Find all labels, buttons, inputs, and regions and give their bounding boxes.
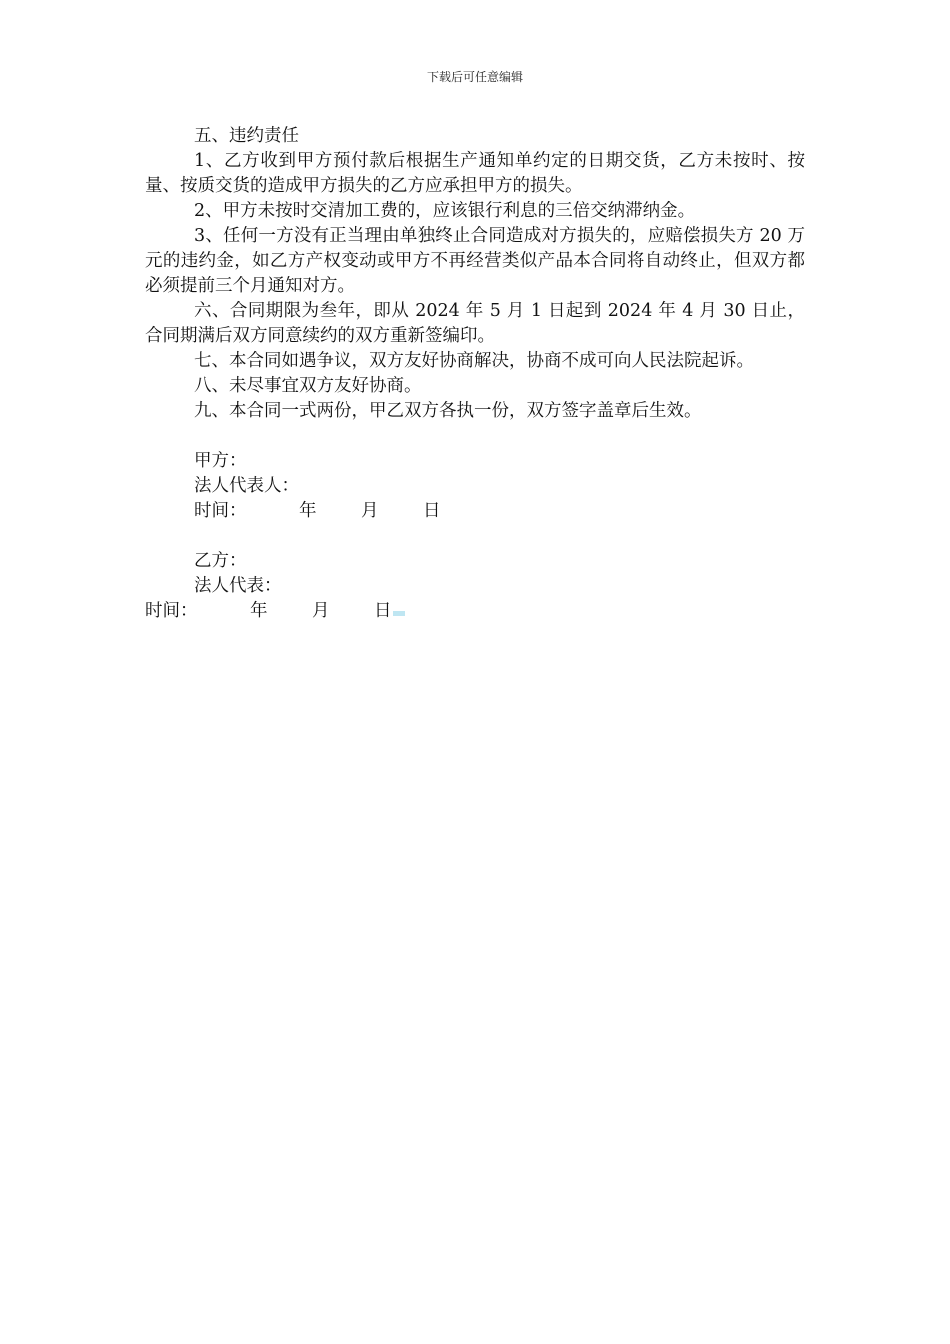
- party-a-month: 月: [361, 501, 379, 521]
- party-b-signature-block: [145, 549, 805, 624]
- contract-body: [145, 124, 805, 624]
- clause-copies: 九、本合同一式两份，甲乙双方各执一份，双方签字盖章后生效。: [194, 401, 702, 421]
- party-b-date-line: [145, 599, 805, 624]
- party-b-rep-label: 法人代表：: [194, 576, 282, 596]
- party-b-label: 乙方：: [194, 551, 247, 571]
- clause-2: 2、甲方未按时交清加工费的，应该银行利息的三倍交纳滞纳金。: [194, 201, 696, 221]
- party-a-date-line: [145, 499, 805, 524]
- spacer: [145, 424, 805, 449]
- party-b-day: 日: [374, 601, 392, 621]
- clause-other-matters: 八、未尽事宜双方友好协商。: [194, 376, 422, 396]
- clause-1: 1、乙方收到甲方预付款后根据生产通知单约定的日期交货，乙方未按时、按量、按质交货的造成甲方损失的乙方应承担甲方的损失。: [145, 151, 805, 196]
- clause-3: 3、任何一方没有正当理由单独终止合同造成对方损失的，应赔偿损失方 20 万元的违约金，如乙方产权变动或甲方不再经营类似产品本合同将自动终止，但双方都必须提前三个月通知对方。: [145, 226, 805, 296]
- spacer: [145, 524, 805, 549]
- clause-dispute: 七、本合同如遇争议，双方友好协商解决，协商不成可向人民法院起诉。: [194, 351, 754, 371]
- text-cursor-highlight: [393, 611, 405, 616]
- party-a-rep-label: 法人代表人：: [194, 476, 299, 496]
- party-b-date-label: 时间：: [145, 601, 198, 621]
- party-a-label: 甲方：: [194, 451, 247, 471]
- party-a-day: 日: [423, 501, 441, 521]
- party-b-year: 年: [250, 601, 268, 621]
- party-a-signature-block: [145, 449, 805, 524]
- page-header-note: 下载后可任意编辑: [426, 70, 523, 84]
- party-b-month: 月: [312, 601, 330, 621]
- clause-heading-breach: 五、违约责任: [194, 126, 299, 146]
- party-a-date-label: 时间：: [194, 501, 247, 521]
- clause-term: 六、合同期限为叁年，即从 2024 年 5 月 1 日起到 2024 年 4 月 30 日止，合同期满后双方同意续约的双方重新签编印。: [145, 301, 805, 346]
- party-a-year: 年: [299, 501, 317, 521]
